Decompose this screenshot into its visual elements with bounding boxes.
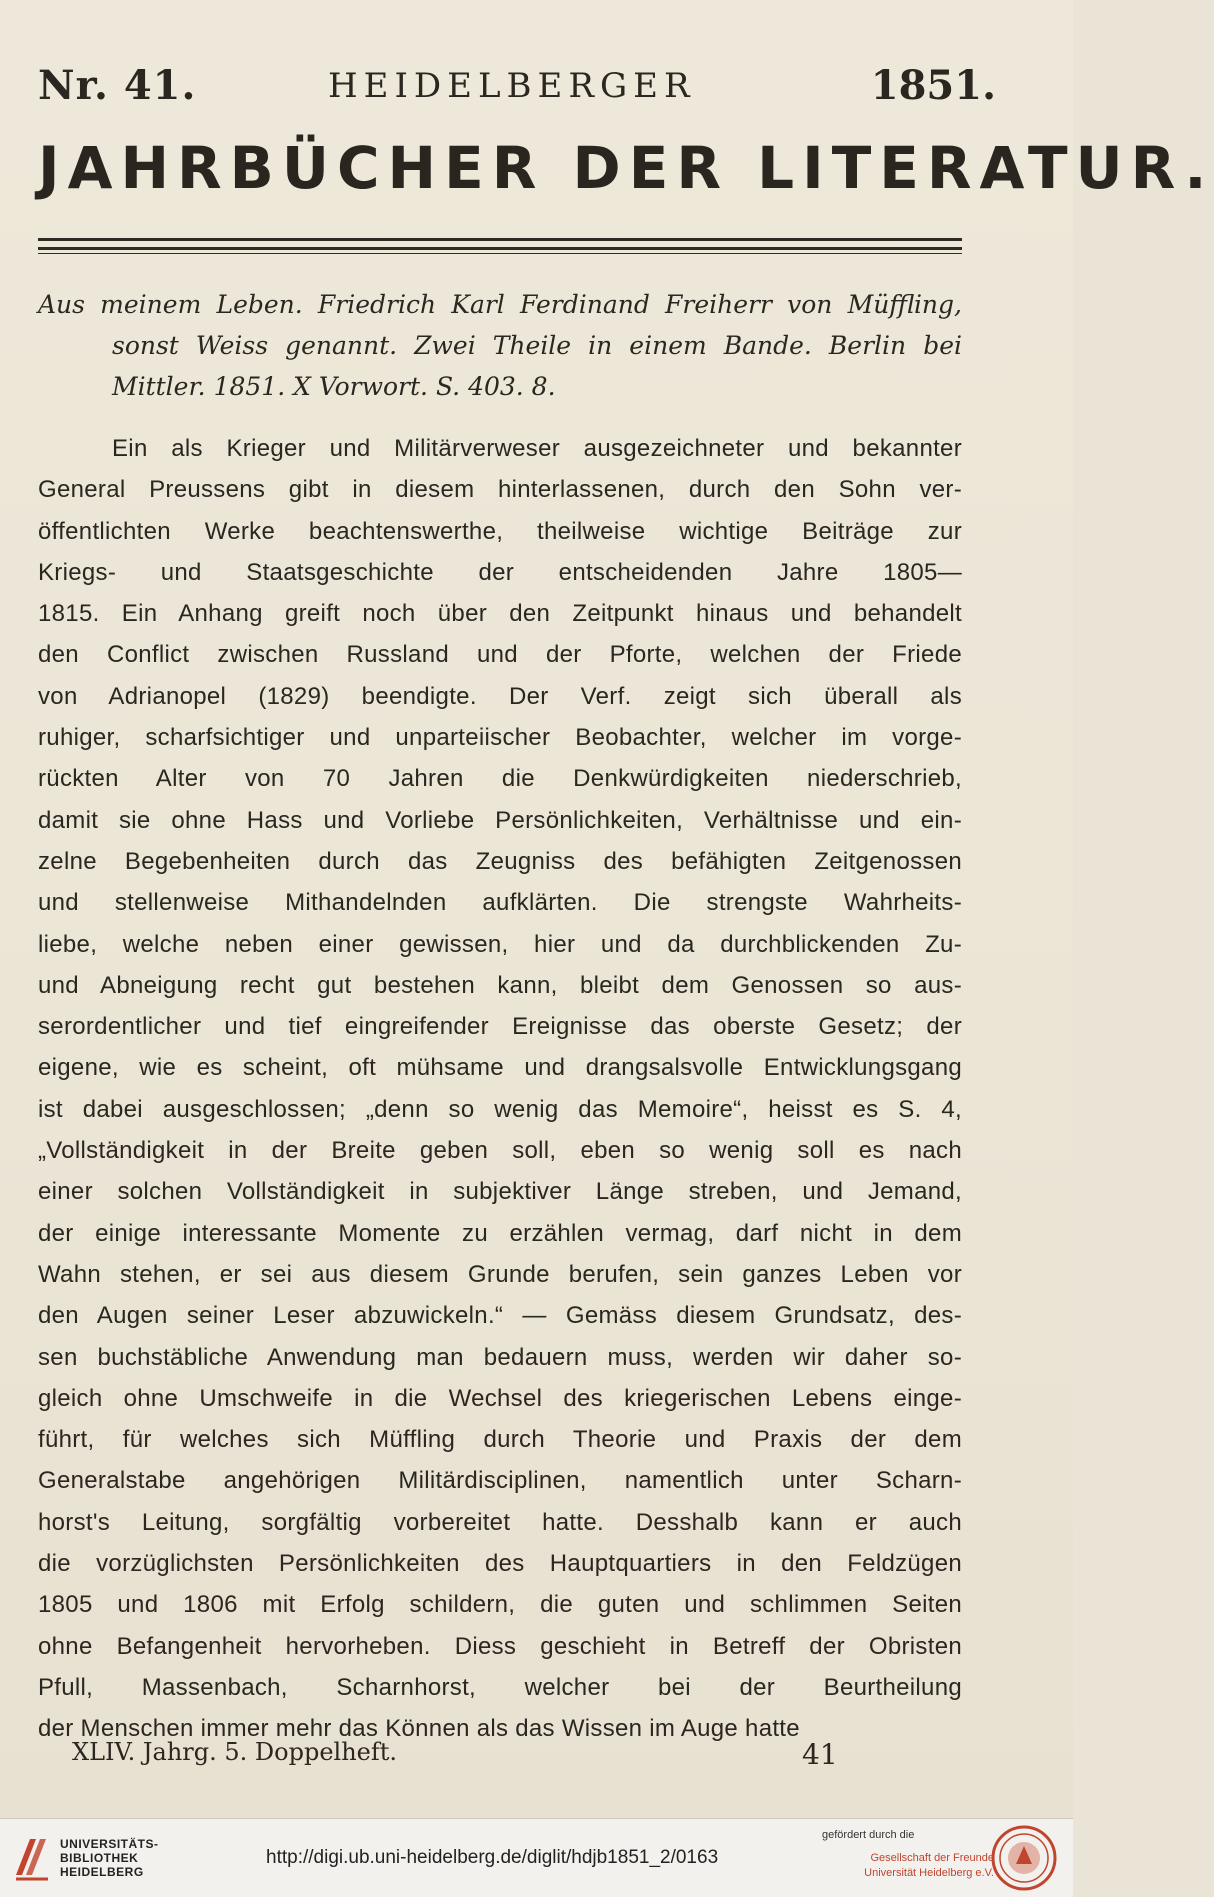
book-citation <box>38 284 962 407</box>
header-rule <box>38 253 962 254</box>
permalink[interactable]: http://digi.ub.uni-heidelberg.de/diglit/hdjb1851_2/0163 <box>266 1847 719 1868</box>
library-name: UNIVERSITÄTS- BIBLIOTHEK HEIDELBERG <box>60 1837 159 1879</box>
text-line: eigene, wie es scheint, oft mühsame und drangsalsvolle Entwicklungsgang <box>38 1054 962 1082</box>
text-line: damit sie ohne Hass und Vorliebe Persönlichkeiten, Verhältnisse und ein- <box>38 806 962 834</box>
text-line: der einige interessante Momente zu erzählen vermag, darf nicht in dem <box>38 1219 962 1247</box>
text-line: Kriegs- und Staatsgeschichte der entscheidenden Jahre 1805— <box>38 558 962 586</box>
text-line: ohne Befangenheit hervorheben. Diess geschieht in Betreff der Obristen <box>38 1632 962 1660</box>
text-line: und Abneigung recht gut bestehen kann, bleibt dem Genossen so aus- <box>38 971 962 999</box>
text-line: ist dabei ausgeschlossen; „denn so wenig das Memoire“, heisst es S. 4, <box>38 1095 962 1123</box>
citation-line: Aus meinem Leben. Friedrich Karl Ferdinand Freiherr von Müffling, <box>38 290 962 319</box>
sponsor-label: gefördert durch die <box>822 1829 915 1841</box>
sponsor-name: Gesellschaft der Freunde Universität Heidelberg e.V. <box>864 1852 994 1879</box>
text-line: sen buchstäbliche Anwendung man bedauern muss, werden wir daher so- <box>38 1343 962 1371</box>
text-line: serordentlicher und tief eingreifender Ereignisse das oberste Gesetz; der <box>38 1013 962 1041</box>
text-line: zelne Begebenheiten durch das Zeugniss des befähigten Zeitgenossen <box>38 847 962 875</box>
page-number: 41 <box>802 1738 838 1771</box>
text-line: Ein als Krieger und Militärverweser ausgezeichneter und bekannter <box>112 435 962 462</box>
citation-line: sonst Weiss genannt. Zwei Theile in einem Bande. Berlin bei <box>112 331 962 360</box>
publication-year: 1851. <box>870 62 996 109</box>
text-line: und stellenweise Mithandelnden aufklärten. Die strengste Wahrheits- <box>38 889 962 917</box>
text-line: Wahn stehen, er sei aus diesem Grunde berufen, sein ganzes Leben vor <box>38 1260 962 1288</box>
university-seal-icon <box>990 1824 1058 1892</box>
text-line: liebe, welche neben einer gewissen, hier und da durchblickenden Zu- <box>38 930 962 958</box>
digitization-bar <box>0 1818 1073 1897</box>
text-line: die vorzüglichsten Persönlichkeiten des Hauptquartiers in den Feldzügen <box>38 1550 962 1578</box>
publisher-name: HEIDELBERGER <box>328 66 696 106</box>
review-body <box>38 428 962 1750</box>
journal-title: JAHRBÜCHER DER LITERATUR. <box>38 134 1214 202</box>
text-line: rückten Alter von 70 Jahren die Denkwürdigkeiten niederschrieb, <box>38 765 962 793</box>
text-line: von Adrianopel (1829) beendigte. Der Verf. zeigt sich überall als <box>38 682 962 710</box>
library-logo-icon <box>12 1831 52 1883</box>
header-rule <box>38 247 962 250</box>
text-line: 1805 und 1806 mit Erfolg schildern, die guten und schlimmen Seiten <box>38 1591 962 1619</box>
text-line: 1815. Ein Anhang greift noch über den Zeitpunkt hinaus und behandelt <box>38 600 962 628</box>
text-line: General Preussens gibt in diesem hinterlassenen, durch den Sohn ver- <box>38 476 962 504</box>
text-line: Generalstabe angehörigen Militärdisciplinen, namentlich unter Scharn- <box>38 1467 962 1495</box>
citation-line: Mittler. 1851. X Vorwort. S. 403. 8. <box>112 372 556 401</box>
text-line: gleich ohne Umschweife in die Wechsel des kriegerischen Lebens einge- <box>38 1384 962 1412</box>
text-line: einer solchen Vollständigkeit in subjektiver Länge streben, und Jemand, <box>38 1178 962 1206</box>
header-rule <box>38 238 962 241</box>
running-header <box>38 62 996 112</box>
issue-number: Nr. 41. <box>38 62 197 109</box>
text-line: Pfull, Massenbach, Scharnhorst, welcher bei der Beurtheilung <box>38 1673 962 1701</box>
text-line: „Vollständigkeit in der Breite geben soll, eben so wenig soll es nach <box>38 1137 962 1165</box>
text-line: öffentlichten Werke beachtenswerthe, theilweise wichtige Beiträge zur <box>38 517 962 545</box>
text-line: den Augen seiner Leser abzuwickeln.“ — Gemäss diesem Grundsatz, des- <box>38 1302 962 1330</box>
text-line: ruhiger, scharfsichtiger und unparteiischer Beobachter, welcher im vorge- <box>38 724 962 752</box>
text-line: der Menschen immer mehr das Können als das Wissen im Auge hatte <box>38 1715 800 1743</box>
signature-mark: XLIV. Jahrg. 5. Doppelheft. <box>72 1738 398 1766</box>
text-line: führt, für welches sich Müffling durch Theorie und Praxis der dem <box>38 1426 962 1454</box>
page-footer <box>72 1738 872 1774</box>
text-line: horst's Leitung, sorgfältig vorbereitet hatte. Desshalb kann er auch <box>38 1508 962 1536</box>
text-line: den Conflict zwischen Russland und der Pforte, welchen der Friede <box>38 641 962 669</box>
